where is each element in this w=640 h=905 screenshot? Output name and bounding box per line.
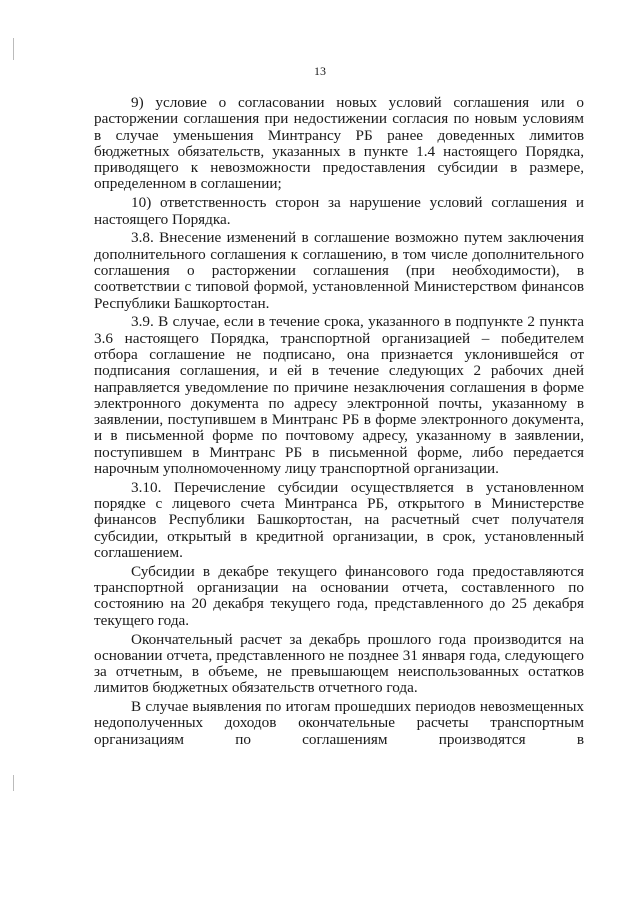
left-margin-mark-bottom [13,775,14,791]
paragraph-item-9: 9) условие о согласовании новых условий соглашения или о расторжении соглашения при недостижении согласия по новым условиям в случае уменьшения Минтрансу РБ ранее доведенных лимитов бюджетных обязательств, указанных в пункте 1.4 настоящего Порядка, приводящего к невозможности предоставления субсидии в размере, определенном в соглашении; [94,94,584,193]
paragraph-clause-3-10: 3.10. Перечисление субсидии осуществляется в установленном порядке с лицевого счета Минтранса РБ, открытого в Министерстве финансов Республики Башкортостан, на расчетный счет получателя субсидии, открытый в кредитной организации, в срок, установленный соглашением. [94,478,584,562]
page-number: 13 [314,64,326,78]
paragraph-clause-3-9: 3.9. В случае, если в течение срока, указанного в подпункте 2 пункта 3.6 настоящего Порядка, транспортной организацией – победителем отбора соглашение не подписано, она признается уклонившейся от подписания соглашения, и ей в течение следующих 2 рабочих дней направляется уведомление по причине незаключения соглашения в форме электронного документа по адресу электронной почты, указанному в заявлении, поступившем в Минтранс РБ в форме электронного документа, и в письменной форме по почтовому адресу, указанному в заявлении, поступившем в Минтранс РБ в письменной форме, либо передается нарочным уполномоченному лицу транспортной организации. [94,313,584,478]
paragraph-final-settlement: Окончательный расчет за декабрь прошлого года производится на основании отчета, представленного не позднее 31 января года, следующего за отчетным, в объеме, не превышающем неиспользованных остатков лимитов бюджетных обязательств отчетного года. [94,630,584,697]
paragraph-item-10: 10) ответственность сторон за нарушение условий соглашения и настоящего Порядка. [94,194,584,228]
left-margin-mark-top [13,38,14,60]
document-body [94,95,584,748]
paragraph-clause-3-8: 3.8. Внесение изменений в соглашение возможно путем заключения дополнительного соглашения к соглашению, в том числе дополнительного соглашения о расторжении соглашения (при необходимости), в соответствии с типовой формой, установленной Министерством финансов Республики Башкортостан. [94,229,584,312]
paragraph-unreimbursed-income: В случае выявления по итогам прошедших периодов невозмещенных недополученных доходов окончательные расчеты транспортным организациям по соглашениям производятся в [94,698,584,748]
paragraph-december-subsidies: Субсидии в декабре текущего финансового года предоставляются транспортной организации на основании отчета, составленного по состоянию на 20 декабря текущего года, представленного до 25 декабря текущего года. [94,562,584,629]
